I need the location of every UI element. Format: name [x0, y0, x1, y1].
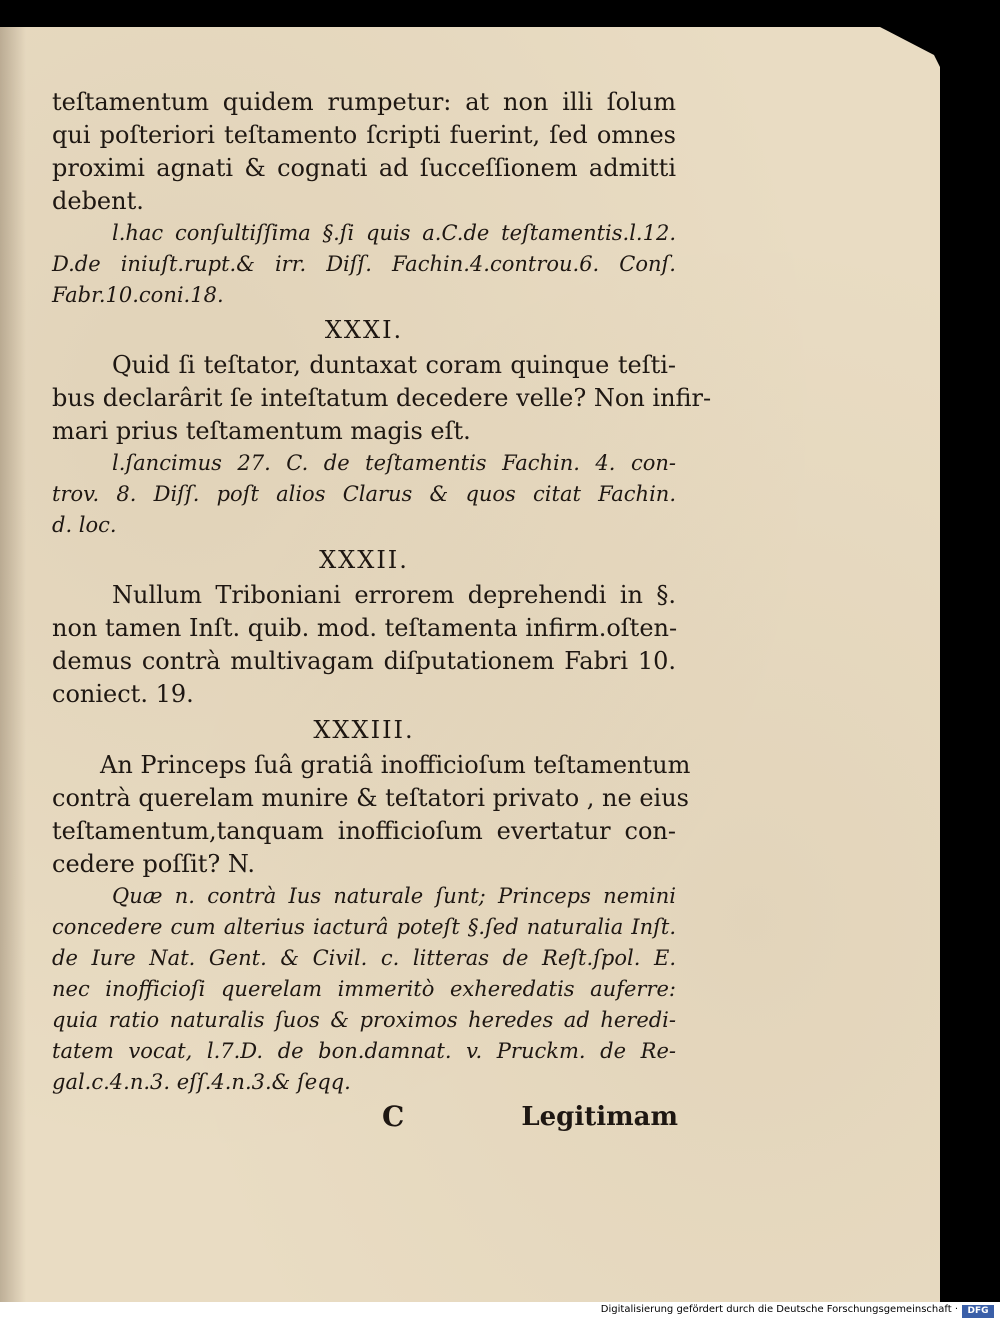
page-footer-marks	[382, 1100, 678, 1140]
text-line: Nullum Triboniani errorem deprehendi in §.	[112, 581, 676, 609]
dfg-logo-icon: DFG	[962, 1305, 994, 1318]
text-line: qui poſteriori teſtamento ſcripti fuerint, ſed omnes	[52, 121, 676, 149]
text-line: contrà querelam munire & teſtatori privato , ne eius	[52, 784, 689, 812]
digitization-footer	[0, 1302, 1000, 1321]
text-line: cedere poſſit? N.	[52, 850, 256, 878]
citation-line: trov. 8. Diſſ. poſt alios Clarus & quos citat Fachin.	[52, 482, 676, 506]
citation-line: l.ſancimus 27. C. de teſtamentis Fachin. 4. con-	[112, 451, 676, 475]
text-line: demus contrà multivagam diſputationem Fabri 10.	[52, 647, 676, 675]
text-line: coniect. 19.	[52, 680, 194, 708]
citation-line: l.hac conſultiſſima §.ſi quis a.C.de teſtamentis.l.12.	[112, 221, 676, 245]
text-line: non tamen Inſt. quib. mod. teſtamenta infirm.oſten-	[52, 614, 678, 642]
footer-credit: Digitalisierung gefördert durch die Deutsche Forschungsgemeinschaft ·	[600, 1304, 958, 1315]
text-line: An Princeps ſuâ gratiâ inofficioſum teſtamentum	[100, 751, 691, 779]
text-line: bus declarârit ſe inteſtatum decedere velle? Non infir-	[52, 384, 712, 412]
document-text	[52, 86, 712, 1098]
text-line: teſtamentum quidem rumpetur: at non illi ſolum	[52, 88, 676, 116]
citation-line: tatem vocat, l.7.D. de bon.damnat. v. Pruckm. de Re-	[52, 1039, 676, 1063]
section-heading: XXXIII.	[313, 716, 415, 744]
citation-line: concedere cum alterius iacturâ poteſt §.ſed naturalia Inſt.	[52, 915, 676, 939]
citation-line: Fabr.10.coni.18.	[52, 283, 224, 307]
citation-line: nec inofficioſi querelam immeritò exheredatis auferre:	[52, 977, 676, 1001]
citation-line: D.de iniuſt.rupt.& irr. Diſſ. Fachin.4.controu.6. Conſ.	[52, 252, 676, 276]
signature-mark: C	[382, 1100, 405, 1133]
text-line: teſtamentum,tanquam inofficioſum evertatur con-	[52, 817, 676, 845]
citation-line: gal.c.4.n.3. eſſ.4.n.3.& ſeqq.	[52, 1070, 351, 1094]
catchword: Legitimam	[521, 1102, 678, 1132]
section-heading: XXXI.	[324, 316, 404, 344]
citation-line: de Iure Nat. Gent. & Civil. c. litteras de Reſt.ſpol. E.	[52, 946, 676, 970]
section-heading: XXXII.	[319, 546, 409, 574]
citation-line: d. loc.	[52, 513, 117, 537]
text-line: debent.	[52, 187, 144, 215]
text-line: Quid ſi teſtator, duntaxat coram quinque teſti-	[112, 351, 676, 379]
citation-line: quia ratio naturalis ſuos & proximos heredes ad heredi-	[52, 1008, 676, 1032]
text-line: proximi agnati & cognati ad ſucceſſionem admitti	[52, 154, 676, 182]
citation-line: Quæ n. contrà Ius naturale ſunt; Princeps nemini	[112, 884, 676, 908]
text-line: mari prius teſtamentum magis eſt.	[52, 417, 471, 445]
spine-shadow	[0, 27, 26, 1302]
